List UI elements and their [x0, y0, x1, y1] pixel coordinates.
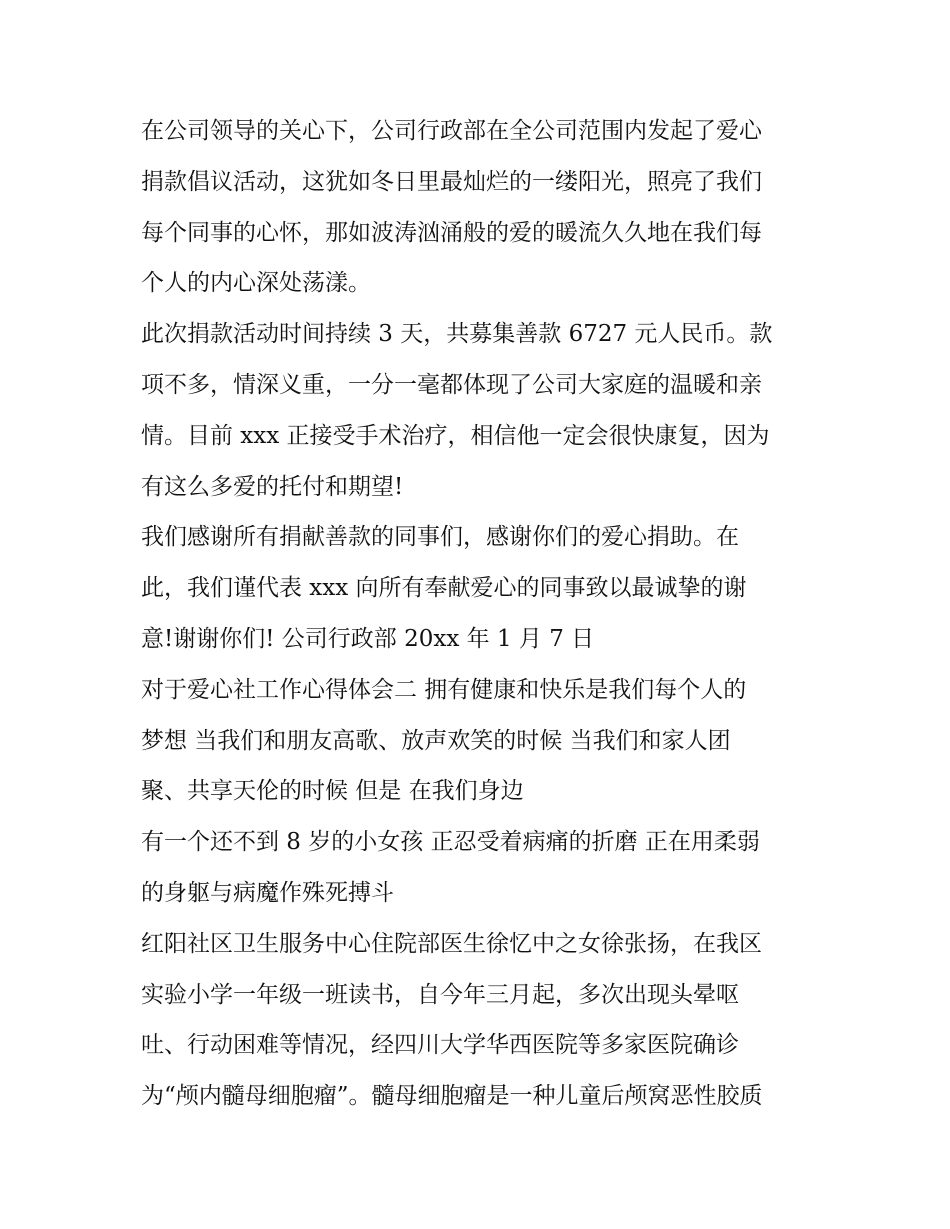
text-line: 对于爱心社工作心得体会二 拥有健康和快乐是我们每个人的 [141, 676, 747, 703]
text-line: 每个同事的心怀，那如波涛汹涌般的爱的暖流久久地在我们每 [141, 219, 762, 246]
text-line: 捐款倡议活动，这犹如冬日里最灿烂的一缕阳光，照亮了我们 [141, 168, 762, 195]
text-line: 有一个还不到 8 岁的小女孩 正忍受着病痛的折磨 正在用柔弱 [141, 829, 760, 856]
text-line: 此，我们谨代表 xxx 向所有奉献爱心的同事致以最诚挚的谢 [141, 575, 747, 602]
text-line: 情。目前 xxx 正接受手术治疗，相信他一定会很快康复，因为 [141, 422, 770, 449]
text-line: 此次捐款活动时间持续 3 天，共募集善款 6727 元人民币。款 [141, 321, 773, 348]
text-line: 梦想 当我们和朋友高歌、放声欢笑的时候 当我们和家人团 [141, 727, 731, 754]
text-line: 个人的内心深处荡漾。 [141, 270, 371, 297]
document-body [141, 106, 821, 1122]
text-line: 聚、共享天伦的时候 但是 在我们身边 [141, 778, 524, 805]
text-line: 我们感谢所有捐献善款的同事们，感谢你们的爱心捐助。在 [141, 524, 739, 551]
text-line: 实验小学一年级一班读书，自今年三月起，多次出现头晕呕 [141, 981, 739, 1008]
text-line: 红阳社区卫生服务中心住院部医生徐忆中之女徐张扬，在我区 [141, 930, 762, 957]
text-line: 项不多，情深义重，一分一毫都体现了公司大家庭的温暖和亲 [141, 371, 762, 398]
text-line: 有这么多爱的托付和期望! [141, 473, 404, 500]
text-line: 在公司领导的关心下，公司行政部在全公司范围内发起了爱心 [141, 118, 762, 144]
text-line: 吐、行动困难等情况，经四川大学华西医院等多家医院确诊 [141, 1032, 739, 1059]
text-line: 意!谢谢你们! 公司行政部 20xx 年 1 月 7 日 [141, 625, 595, 652]
text-line: 的身躯与病魔作殊死搏斗 [141, 879, 394, 906]
text-line: 为“颅内髓母细胞瘤”。髓母细胞瘤是一种儿童后颅窝恶性胶质 [141, 1083, 763, 1110]
